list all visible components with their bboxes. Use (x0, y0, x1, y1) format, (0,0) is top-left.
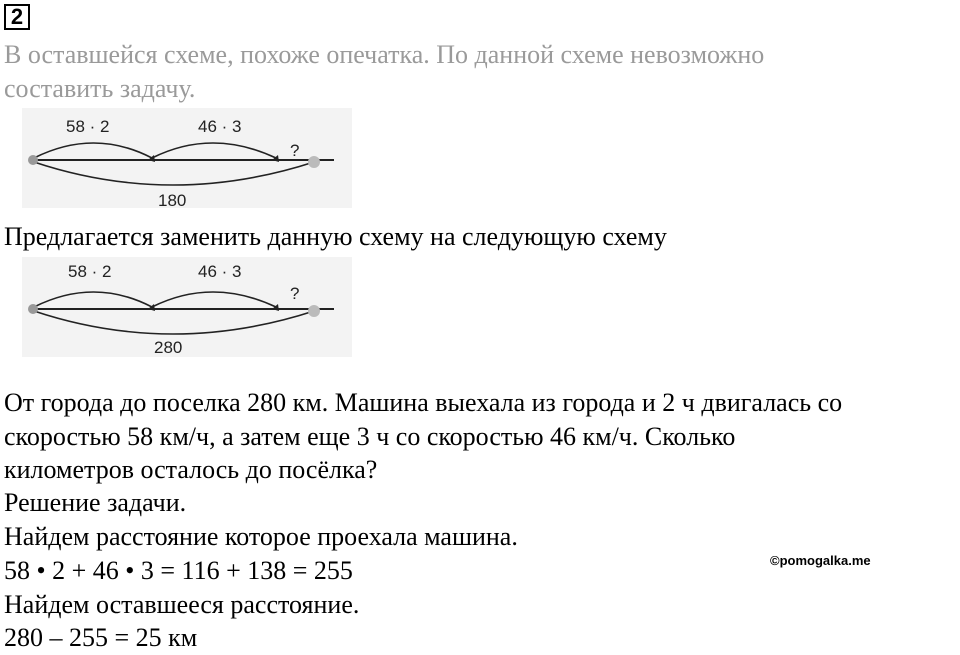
intro-line-2: составить задачу. (4, 74, 196, 103)
problem-line-1: От города до поселка 280 км. Машина выехала из города и 2 ч двигалась со (4, 388, 843, 417)
scheme-1-svg (22, 108, 352, 208)
problem-line-2: скоростью 58 км/ч, а затем еще 3 ч со скоростью 46 км/ч. Сколько (4, 422, 736, 451)
scheme-2-arc-total (34, 311, 314, 334)
scheme-2-total: 280 (154, 338, 183, 357)
problem-line-3: километров осталось до посёлка? (4, 455, 378, 484)
scheme-1-question: ? (290, 141, 300, 160)
scheme-2-arc-left (34, 292, 152, 307)
step-1-equation: 58 • 2 + 46 • 3 = 116 + 138 = 255 (4, 556, 353, 585)
watermark: ©pomogalka.me (770, 553, 871, 568)
step-1-text: Найдем расстояние которое проехала машина. (4, 522, 518, 551)
scheme-1-label-left: 58 · 2 (66, 117, 110, 136)
scheme-1-end-point (308, 156, 320, 168)
scheme-2-arc-right (152, 292, 276, 307)
scheme-1-arc-right (152, 143, 276, 158)
scheme-1-label-right: 46 · 3 (198, 117, 242, 136)
replace-text: Предлагается заменить данную схему на следующую схему (4, 222, 667, 251)
scheme-1-total: 180 (158, 191, 187, 208)
scheme-2-question: ? (290, 284, 300, 303)
step-2-equation: 280 – 255 = 25 км (4, 623, 198, 652)
solution-heading: Решение задачи. (4, 488, 187, 517)
scheme-2-svg (22, 257, 352, 357)
scheme-diagram-2 (22, 257, 352, 357)
task-number-box: 2 (4, 4, 30, 30)
scheme-2-label-left: 58 · 2 (68, 262, 112, 281)
scheme-2-end-point (308, 305, 320, 317)
scheme-2-label-right: 46 · 3 (198, 262, 242, 281)
scheme-1-arc-left (34, 143, 152, 158)
intro-line-1: В оставшейся схеме, похоже опечатка. По данной схеме невозможно (4, 40, 765, 69)
scheme-2-start-point (28, 304, 38, 314)
scheme-1-start-point (28, 155, 38, 165)
step-2-text: Найдем оставшееся расстояние. (4, 590, 360, 619)
scheme-1-arc-total (34, 162, 314, 185)
scheme-diagram-1 (22, 108, 352, 208)
